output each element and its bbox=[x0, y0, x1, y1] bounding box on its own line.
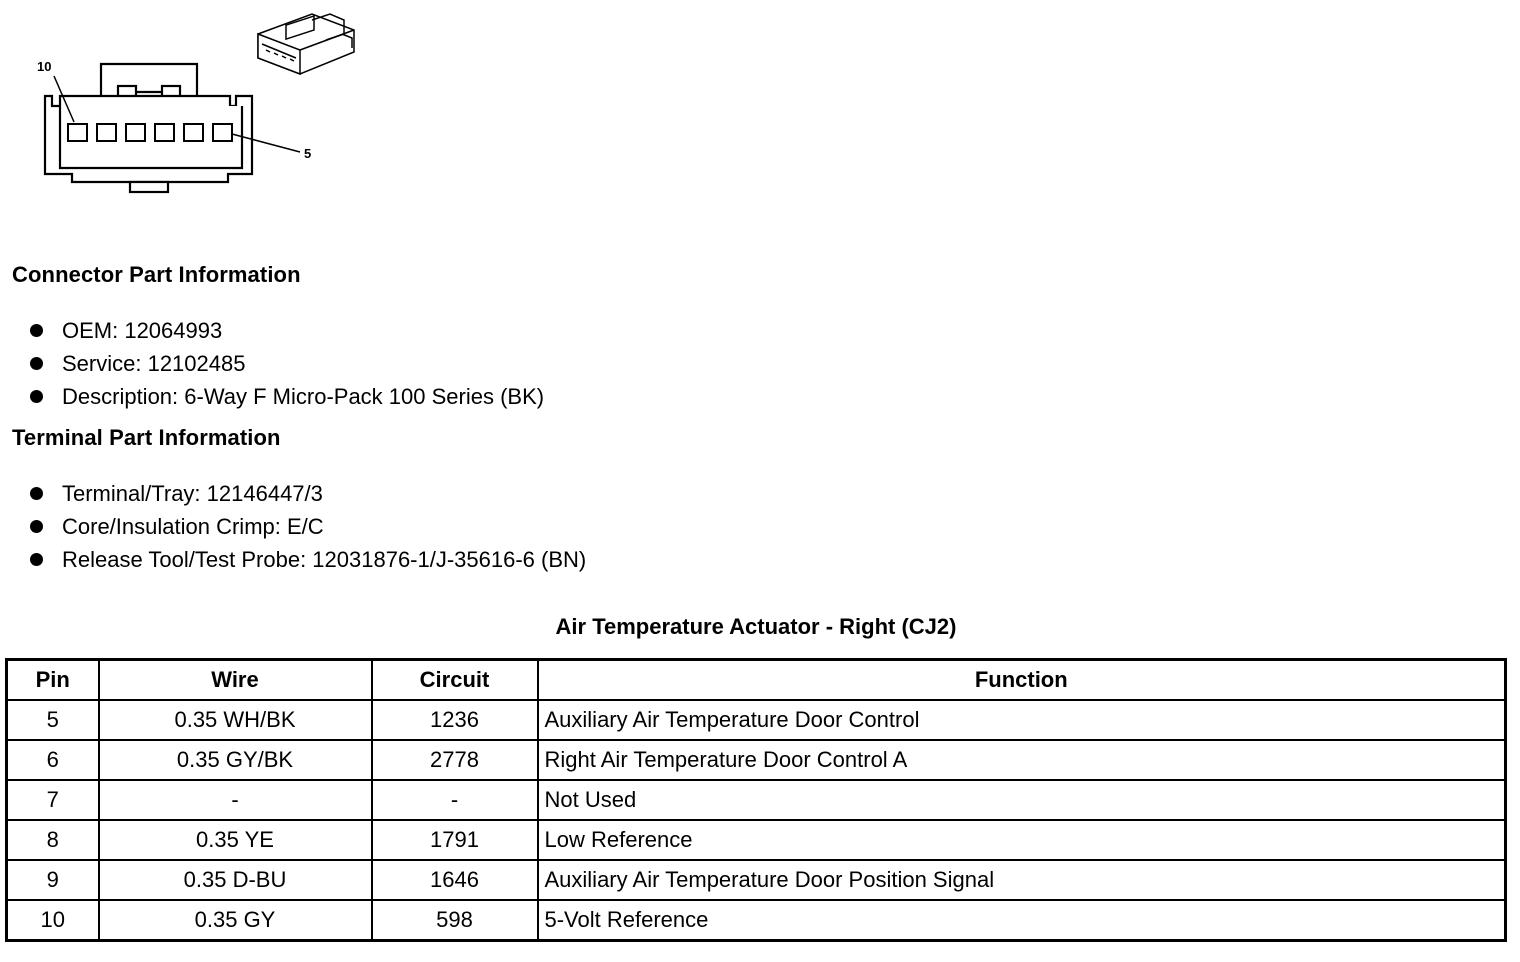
cell-pin: 7 bbox=[7, 780, 99, 820]
terminal-info-title: Terminal Part Information bbox=[12, 425, 281, 450]
list-item: Description: 6-Way F Micro-Pack 100 Series (BK) bbox=[12, 380, 544, 413]
cavity-5 bbox=[213, 124, 232, 141]
column-header-function: Function bbox=[538, 660, 1506, 701]
cell-circuit: - bbox=[372, 780, 538, 820]
cell-function: Low Reference bbox=[538, 820, 1506, 860]
cell-circuit: 1791 bbox=[372, 820, 538, 860]
cavity-10 bbox=[68, 124, 87, 141]
list-item: Release Tool/Test Probe: 12031876-1/J-35616-6 (BN) bbox=[12, 543, 586, 576]
cell-function: 5-Volt Reference bbox=[538, 900, 1506, 941]
bullet-icon bbox=[30, 390, 43, 403]
pinout-table bbox=[5, 658, 1507, 942]
table-row bbox=[7, 780, 1506, 820]
connector-diagram bbox=[0, 0, 380, 210]
list-item: Service: 12102485 bbox=[12, 347, 544, 380]
cell-circuit: 1646 bbox=[372, 860, 538, 900]
cell-function: Right Air Temperature Door Control A bbox=[538, 740, 1506, 780]
cell-pin: 9 bbox=[7, 860, 99, 900]
pin-label-5: 5 bbox=[304, 146, 312, 161]
cell-function: Not Used bbox=[538, 780, 1506, 820]
cell-circuit: 2778 bbox=[372, 740, 538, 780]
connector-isometric-view bbox=[258, 14, 354, 74]
pinout-table-title: Air Temperature Actuator - Right (CJ2) bbox=[555, 614, 957, 639]
cell-pin: 6 bbox=[7, 740, 99, 780]
cavity-8 bbox=[126, 124, 145, 141]
cell-function: Auxiliary Air Temperature Door Control bbox=[538, 700, 1506, 740]
connector-info-list bbox=[12, 314, 544, 413]
cell-wire: 0.35 WH/BK bbox=[99, 700, 372, 740]
cell-circuit: 598 bbox=[372, 900, 538, 941]
cavity-6 bbox=[184, 124, 203, 141]
list-item: OEM: 12064993 bbox=[12, 314, 544, 347]
bullet-icon bbox=[30, 487, 43, 500]
terminal-info-list bbox=[12, 477, 586, 576]
table-row bbox=[7, 900, 1506, 941]
bullet-icon bbox=[30, 324, 43, 337]
table-row bbox=[7, 700, 1506, 740]
bullet-icon bbox=[30, 553, 43, 566]
column-header-wire: Wire bbox=[99, 660, 372, 701]
table-row bbox=[7, 820, 1506, 860]
cell-pin: 8 bbox=[7, 820, 99, 860]
column-header-pin: Pin bbox=[7, 660, 99, 701]
cell-circuit: 1236 bbox=[372, 700, 538, 740]
cell-pin: 5 bbox=[7, 700, 99, 740]
cell-wire: 0.35 YE bbox=[99, 820, 372, 860]
table-row bbox=[7, 860, 1506, 900]
cell-function: Auxiliary Air Temperature Door Position Signal bbox=[538, 860, 1506, 900]
bullet-icon bbox=[30, 520, 43, 533]
connector-face-drawing bbox=[0, 0, 380, 210]
cell-wire: 0.35 GY bbox=[99, 900, 372, 941]
list-item: Core/Insulation Crimp: E/C bbox=[12, 510, 586, 543]
cell-wire: - bbox=[99, 780, 372, 820]
column-header-circuit: Circuit bbox=[372, 660, 538, 701]
table-header-row bbox=[7, 660, 1506, 701]
table-row bbox=[7, 740, 1506, 780]
bullet-icon bbox=[30, 357, 43, 370]
cell-wire: 0.35 D-BU bbox=[99, 860, 372, 900]
cavity-7 bbox=[155, 124, 174, 141]
cell-pin: 10 bbox=[7, 900, 99, 941]
cavity-9 bbox=[97, 124, 116, 141]
pin-label-10: 10 bbox=[37, 59, 52, 74]
list-item: Terminal/Tray: 12146447/3 bbox=[12, 477, 586, 510]
connector-info-title: Connector Part Information bbox=[12, 262, 301, 287]
cell-wire: 0.35 GY/BK bbox=[99, 740, 372, 780]
